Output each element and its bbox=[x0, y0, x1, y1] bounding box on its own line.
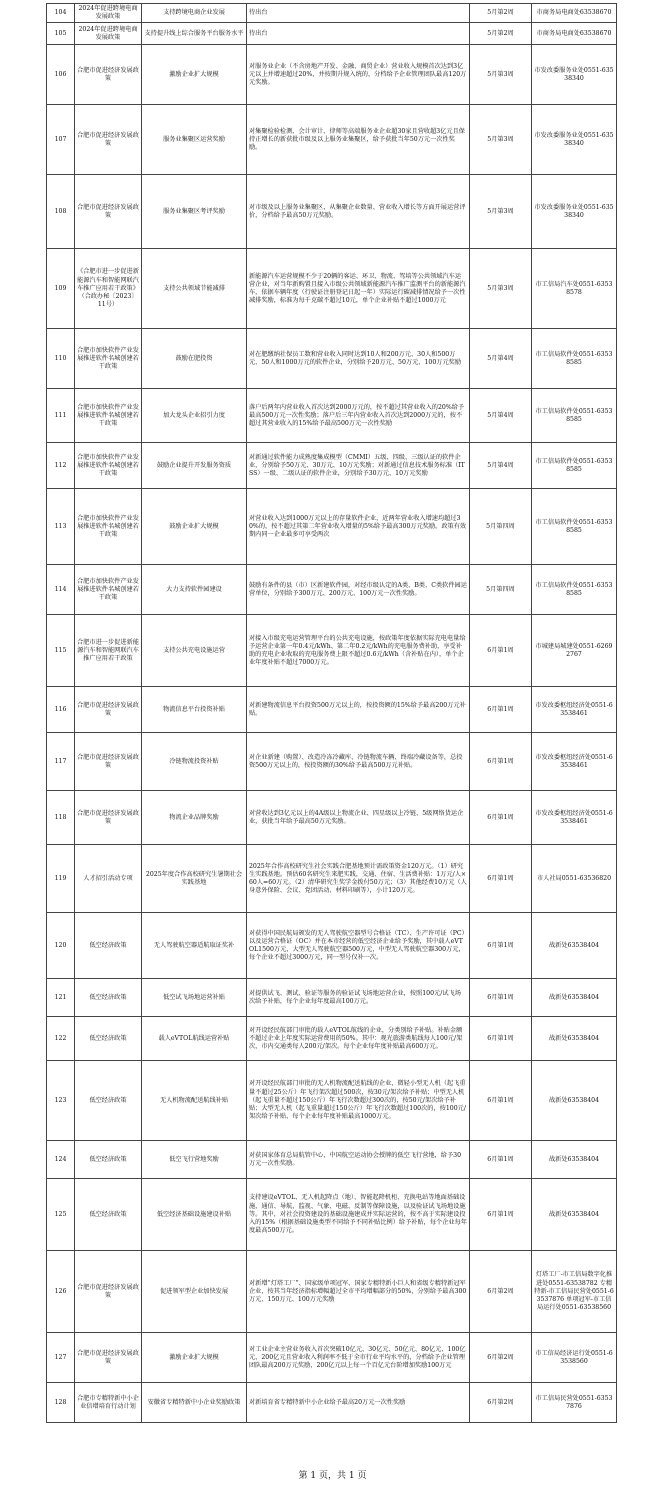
cell-contact: 战新处63538404 bbox=[532, 1017, 617, 1061]
cell-release-time: 5月第四周 bbox=[470, 489, 532, 565]
cell-number: 120 bbox=[47, 913, 75, 979]
cell-contact: 市发改委枢纽经济处0551-63538461 bbox=[532, 687, 617, 733]
table-row bbox=[47, 733, 617, 791]
cell-policy-content: 待出台 bbox=[247, 4, 470, 23]
cell-release-time: 5月第3周 bbox=[470, 249, 532, 329]
cell-policy-content: 落户后两年内营业收入首次达到2000万元的，按不超过其营业收入的20%给予最高500万元一次性奖励；落户后三年内营业收入首次达到2000万元的，按不超过其营业收入的15%给予最高500万元一次性奖励 bbox=[247, 389, 470, 443]
cell-contact: 市商务局电商处63538670 bbox=[532, 4, 617, 23]
cell-number: 108 bbox=[47, 175, 75, 249]
cell-support-item: 2025年度合作高校研究生暑期社会实践基地 bbox=[142, 845, 247, 913]
cell-release-time: 5月第3周 bbox=[470, 105, 532, 175]
cell-policy-content: 对在肥缴纳社保员工数和营业收入同时达到10人和200万元、30人和500万元、50人和1000万元的软件企业，分别给予20万元、50万元、100万元奖励 bbox=[247, 329, 470, 389]
cell-policy-content: 2025年合作高校研究生社会实践合肥基地预计需政策资金120万元。（1）研究生实践基地。预估60名研究生来肥实践，交通、住宿、生活费补贴：1万元/人×60人=60万元。（2）清华研究生奖学金拨付50万元；（3）其他经费10万元（人身意外保险、会议、党团活动、材料印刷等），小计120万元。 bbox=[247, 845, 470, 913]
cell-policy-name: 低空经济政策 bbox=[75, 1061, 142, 1141]
cell-policy-name: 合肥市促进经济发展政策 bbox=[75, 791, 142, 845]
cell-number: 127 bbox=[47, 1333, 75, 1383]
cell-contact: 市工信局民营处0551-63537876 bbox=[532, 1383, 617, 1423]
table-row bbox=[47, 489, 617, 565]
cell-contact: 市发改委服务业处0551-63538340 bbox=[532, 45, 617, 105]
cell-number: 128 bbox=[47, 1383, 75, 1423]
cell-release-time: 6月第1周 bbox=[470, 1017, 532, 1061]
cell-release-time: 5月第3周 bbox=[470, 45, 532, 105]
cell-number: 113 bbox=[47, 489, 75, 565]
cell-contact: 市工信局汽车处0551-63538578 bbox=[532, 249, 617, 329]
cell-policy-name: 《合肥市进一步促进新能源汽车和智能网联汽车推广应用若干政策》（合政办秘〔2023〕11号） bbox=[75, 249, 142, 329]
cell-policy-name: 合肥市加快软件产业发展推进软件名城创建若干政策 bbox=[75, 389, 142, 443]
cell-contact: 市发改委服务业处0551-63538340 bbox=[532, 105, 617, 175]
cell-policy-name: 合肥市加快软件产业发展推进软件名城创建若干政策 bbox=[75, 329, 142, 389]
cell-number: 125 bbox=[47, 1179, 75, 1251]
cell-policy-content: 对营收达到3亿元以上的4A级以上物流企业、四星级以上冷链、5级网络货运企业，获批当年给予最高50万元奖励。 bbox=[247, 791, 470, 845]
cell-policy-name: 合肥市促进经济发展政策 bbox=[75, 1251, 142, 1333]
cell-number: 116 bbox=[47, 687, 75, 733]
cell-number: 105 bbox=[47, 23, 75, 45]
table-row bbox=[47, 845, 617, 913]
cell-number: 106 bbox=[47, 45, 75, 105]
cell-number: 119 bbox=[47, 845, 75, 913]
cell-policy-name: 合肥市促进经济发展政策 bbox=[75, 1333, 142, 1383]
cell-release-time: 6月第2周 bbox=[470, 1383, 532, 1423]
cell-contact: 市商务局电商处63538670 bbox=[532, 23, 617, 45]
cell-contact: 战新处63538404 bbox=[532, 1061, 617, 1141]
cell-policy-content: 对企业新建（购置）、改造冷冻冷藏库、冷链物流车辆、终端冷藏设备等，总投资500万元以上的，按投资额的30%给予最高500万元补贴。 bbox=[247, 733, 470, 791]
cell-policy-name: 合肥市促进经济发展政策 bbox=[75, 175, 142, 249]
cell-policy-name: 合肥市加快软件产业发展推进软件名城创建若干政策 bbox=[75, 565, 142, 615]
cell-policy-content: 对获得中国民航局颁发的无人驾驶航空器型号合格证（TC）、生产许可证（PC）以及运营合格证（OC）并在本市经营的低空经济企业给予奖励，其中载人eVTOL1500万元，大型无人驾驶航空器500万元，中型无人驾驶航空器300万元，每个企业不超过3000万元，同一型号仅补一次。 bbox=[247, 913, 470, 979]
cell-policy-name: 合肥市加快软件产业发展推进软件名城创建若干政策 bbox=[75, 443, 142, 489]
table-row bbox=[47, 443, 617, 489]
cell-contact: 市人社局0551-63536820 bbox=[532, 845, 617, 913]
cell-policy-content: 对营业收入达到1000万元以上的存量软件企业，近两年营业收入增速均超过30%的，按不超过其第二年营业收入增量的5%给予最高300万元奖励。政策有效期内同一企业最多可享受两次 bbox=[247, 489, 470, 565]
cell-support-item: 支持公共充电设施运营 bbox=[142, 615, 247, 687]
table-row bbox=[47, 23, 617, 45]
cell-support-item: 无人机物流配送航线补贴 bbox=[142, 1061, 247, 1141]
cell-contact: 战新处63538404 bbox=[532, 979, 617, 1017]
table-row bbox=[47, 175, 617, 249]
cell-support-item: 冷链物流投资补贴 bbox=[142, 733, 247, 791]
cell-support-item: 鼓励企业提升开发服务资质 bbox=[142, 443, 247, 489]
cell-release-time: 5月第2周 bbox=[470, 23, 532, 45]
cell-policy-name: 合肥市促进经济发展政策 bbox=[75, 733, 142, 791]
cell-policy-name: 低空经济政策 bbox=[75, 1179, 142, 1251]
cell-policy-content: 对新培育省专精特新中小企业给予最高20万元一次性奖励 bbox=[247, 1383, 470, 1423]
cell-release-time: 6月第1周 bbox=[470, 979, 532, 1017]
cell-number: 114 bbox=[47, 565, 75, 615]
cell-support-item: 激励企业扩大规模 bbox=[142, 45, 247, 105]
cell-support-item: 无人驾驶航空器适航取证奖补 bbox=[142, 913, 247, 979]
cell-contact: 灯塔工厂-市工信局数字化推进处0551-63538782 专精特新-市工信局民营处0551-63537876 单项冠军-市工信局运行处0551-63538560 bbox=[532, 1251, 617, 1333]
table-row bbox=[47, 565, 617, 615]
cell-support-item: 载人eVTOL航线运营补贴 bbox=[142, 1017, 247, 1061]
cell-policy-name: 低空经济政策 bbox=[75, 913, 142, 979]
cell-support-item: 低空飞行营地奖励 bbox=[142, 1141, 247, 1179]
cell-policy-content: 对工业企业主营业务收入首次突破10亿元、30亿元、50亿元、80亿元、100亿元、200亿元且营业收入利润率不低于全市行业平均水平的，分档给予企业管理团队最高200万元奖励，200亿元以上每一个百亿元台阶增加奖励100万元 bbox=[247, 1333, 470, 1383]
cell-contact: 市城建局城建处0551-62692767 bbox=[532, 615, 617, 687]
cell-support-item: 促进领军型企业加快发展 bbox=[142, 1251, 247, 1333]
cell-number: 104 bbox=[47, 4, 75, 23]
cell-support-item: 鼓励在肥投资 bbox=[142, 329, 247, 389]
cell-number: 118 bbox=[47, 791, 75, 845]
cell-support-item: 鼓励企业扩大规模 bbox=[142, 489, 247, 565]
table-row bbox=[47, 791, 617, 845]
cell-policy-name: 合肥市专精特新中小企业倍增培育行动计划 bbox=[75, 1383, 142, 1423]
cell-number: 107 bbox=[47, 105, 75, 175]
cell-policy-name: 2024年促进跨境电商发展政策 bbox=[75, 23, 142, 45]
cell-policy-content: 对接入市级充电运营管理平台的公共充电设施，按政策年度依据实际充电电量给予运营企业第一年0.4元/kWh、第二年0.2元/kWh的充电服务费补助，享受补助的充电企业收取的充电服务费上限不超过0.6元/kWh（含补贴在内），单个企业年度补贴不超过7000万元。 bbox=[247, 615, 470, 687]
cell-support-item: 大力支持软件园建设 bbox=[142, 565, 247, 615]
cell-policy-name: 合肥市促进经济发展政策 bbox=[75, 45, 142, 105]
table-row bbox=[47, 1251, 617, 1333]
table-row bbox=[47, 913, 617, 979]
cell-release-time: 5月第4周 bbox=[470, 443, 532, 489]
cell-number: 110 bbox=[47, 329, 75, 389]
cell-support-item: 激励企业扩大规模 bbox=[142, 1333, 247, 1383]
cell-release-time: 6月第1周 bbox=[470, 615, 532, 687]
table-row bbox=[47, 979, 617, 1017]
page-footer: 第 1 页，共 1 页 bbox=[298, 1471, 367, 1481]
cell-support-item: 服务业集聚区考评奖励 bbox=[142, 175, 247, 249]
cell-contact: 市工信局经济运行处0551-63538560 bbox=[532, 1333, 617, 1383]
cell-release-time: 6月第2周 bbox=[470, 1251, 532, 1333]
cell-policy-content: 新能源汽车运营规模不少于20辆的客运、环卫、物流、驾培等公共领域汽车运营企业，对当年新购置且接入市级公共领域新能源汽车推广监测平台的新能源汽车，依据车辆年度（行驶证注册登记日起一年）实际运行碳减排情况给予一次性减排奖励，标准为每千克碳不超过10元，单个企业补贴不超过1000万元 bbox=[247, 249, 470, 329]
table-row bbox=[47, 249, 617, 329]
cell-support-item: 物流信息平台投资补贴 bbox=[142, 687, 247, 733]
table-row bbox=[47, 45, 617, 105]
cell-policy-name: 合肥市进一步促进新能源汽车和智能网联汽车推广应用若干政策 bbox=[75, 615, 142, 687]
table-row bbox=[47, 1383, 617, 1423]
cell-support-item: 安徽省专精特新中小企业奖励政策 bbox=[142, 1383, 247, 1423]
cell-contact: 市发改委枢纽经济处0551-63538461 bbox=[532, 733, 617, 791]
cell-contact: 市工信局软件处0551-63538585 bbox=[532, 443, 617, 489]
table-row bbox=[47, 1179, 617, 1251]
cell-number: 126 bbox=[47, 1251, 75, 1333]
cell-contact: 市工信局软件处0551-63538585 bbox=[532, 389, 617, 443]
cell-policy-name: 合肥市加快软件产业发展推进软件名城创建若干政策 bbox=[75, 489, 142, 565]
cell-contact: 战新处63538404 bbox=[532, 1179, 617, 1251]
cell-number: 122 bbox=[47, 1017, 75, 1061]
cell-policy-name: 2024年促进跨境电商发展政策 bbox=[75, 4, 142, 23]
cell-contact: 市发改委服务业处0551-63538340 bbox=[532, 175, 617, 249]
cell-policy-content: 对市级及以上服务业集聚区，从集聚企业数量、营业收入增长等方面开展运营评价，分档给予最高50万元奖励。 bbox=[247, 175, 470, 249]
cell-release-time: 6月第1周 bbox=[470, 1179, 532, 1251]
cell-policy-content: 对新通过软件能力成熟度集成模型（CMMI）五级、四级、三级认证的软件企业，分别给予50万元、30万元、10万元奖励；对新通过信息技术服务标准（ITSS）一级、二级认证的软件企业，分别给予30万元、10万元奖励 bbox=[247, 443, 470, 489]
cell-release-time: 5月第3周 bbox=[470, 175, 532, 249]
cell-release-time: 5月第2周 bbox=[470, 4, 532, 23]
cell-policy-content: 对新增“灯塔工厂”、国家级单项冠军、国家专精特新小巨人和省级专精特新冠军企业，按其当年经济指标增幅超过全市平均增幅部分的50%，分别给予最高300万元、150万元、100万元奖励 bbox=[247, 1251, 470, 1333]
cell-number: 109 bbox=[47, 249, 75, 329]
cell-number: 111 bbox=[47, 389, 75, 443]
cell-contact: 战新处63538404 bbox=[532, 913, 617, 979]
cell-support-item: 低空经济基础设施建设补贴 bbox=[142, 1179, 247, 1251]
cell-number: 112 bbox=[47, 443, 75, 489]
cell-support-item: 物流企业品牌奖励 bbox=[142, 791, 247, 845]
cell-release-time: 6月第1周 bbox=[470, 1061, 532, 1141]
cell-policy-content: 对开设经民航部门审批的无人机物流配送航线的企业，微轻小型无人机（起飞重量不超过25公斤）年飞行架次超过500次，按30元/架次给予补贴；中型无人机（起飞重量不超过150公斤）年飞行次数超过300次的，按50元/架次给予补贴；大型无人机（起飞重量超过150公斤）年飞行次数超过100次的，按100元/架次给予补贴，每个企业每年度补贴最高1000万元。 bbox=[247, 1061, 470, 1141]
cell-policy-name: 低空经济政策 bbox=[75, 1141, 142, 1179]
cell-policy-content: 对集聚检验检测、会计审计、律师等高端服务业企业超30家且营收超3亿元且保持正增长的新获批市级及以上服务业集聚区，给予获批当年50万元一次性奖励。 bbox=[247, 105, 470, 175]
cell-support-item: 服务业集聚区运营奖励 bbox=[142, 105, 247, 175]
cell-contact: 战新处63538404 bbox=[532, 1141, 617, 1179]
cell-support-item: 支持提升线上综合服务平台服务水平 bbox=[142, 23, 247, 45]
cell-release-time: 6月第1周 bbox=[470, 733, 532, 791]
cell-release-time: 6月第1周 bbox=[470, 845, 532, 913]
cell-policy-content: 支持建设eVTOL、无人机起降点（地）、智能起降机柜、充换电站等地面基础设施，通信、导航、监视、气象、电磁、反制等保障设施，以及验证试飞场地设施等。其中，对社会投资建设的基础设施建成并实际运营的，按不高于实际建设投入的15%（根据基础设施类型不同给予不同补贴比例）给予补贴，每个企业每年度最高500万元。 bbox=[247, 1179, 470, 1251]
table-row bbox=[47, 687, 617, 733]
cell-support-item: 支持公共领域节能减排 bbox=[142, 249, 247, 329]
cell-contact: 市工信局软件处0551-63538585 bbox=[532, 489, 617, 565]
cell-number: 123 bbox=[47, 1061, 75, 1141]
table-row bbox=[47, 389, 617, 443]
cell-policy-content: 待出台 bbox=[247, 23, 470, 45]
cell-release-time: 5月第四周 bbox=[470, 565, 532, 615]
cell-contact: 市工信局软件处0551-63538585 bbox=[532, 565, 617, 615]
cell-release-time: 5月第4周 bbox=[470, 389, 532, 443]
cell-policy-content: 对新建物流信息平台投资500万元以上的，按投资额的15%给予最高200万元补贴。 bbox=[247, 687, 470, 733]
cell-policy-name: 低空经济政策 bbox=[75, 1017, 142, 1061]
cell-policy-content: 对开设经民航部门审批的载人eVTOL航线的企业，分类别给予补贴。补贴金额不超过企业上年度实际运营费用的50%。其中：观光旅游类航线每人100元/架次，市内交通类每人200元/架次。每个企业每年度补贴最高600万元。 bbox=[247, 1017, 470, 1061]
table-row bbox=[47, 1017, 617, 1061]
table-row bbox=[47, 615, 617, 687]
cell-contact: 市工信局软件处0551-63538585 bbox=[532, 329, 617, 389]
cell-policy-content: 对提供试飞、测试、验证等服务的验证试飞场地运营企业，按照100元/试飞场次给予补贴，每个企业每年度最高100万元。 bbox=[247, 979, 470, 1017]
cell-policy-name: 合肥市促进经济发展政策 bbox=[75, 687, 142, 733]
cell-policy-name: 合肥市促进经济发展政策 bbox=[75, 105, 142, 175]
cell-release-time: 6月第1周 bbox=[470, 791, 532, 845]
cell-contact: 市发改委枢纽经济处0551-63538461 bbox=[532, 791, 617, 845]
policy-table bbox=[46, 3, 617, 1423]
cell-number: 117 bbox=[47, 733, 75, 791]
cell-number: 124 bbox=[47, 1141, 75, 1179]
cell-policy-content: 对服务业企业（不含房地产开发、金融、商贸企业）营业收入规模首次达到3亿元以上并增速超过20%，并按期升规入统的，分档给予企业管理团队最高120万元奖励。 bbox=[247, 45, 470, 105]
cell-support-item: 低空试飞场地运营补贴 bbox=[142, 979, 247, 1017]
cell-release-time: 6月第1周 bbox=[470, 913, 532, 979]
cell-release-time: 6月第2周 bbox=[470, 1333, 532, 1383]
table-row bbox=[47, 1141, 617, 1179]
cell-number: 121 bbox=[47, 979, 75, 1017]
cell-policy-content: 对获国家体育总局航管中心、中国航空运动协会授牌的低空飞行营地，给予30万元一次性奖励。 bbox=[247, 1141, 470, 1179]
cell-policy-name: 人才招引活动专项 bbox=[75, 845, 142, 913]
table-row bbox=[47, 329, 617, 389]
cell-policy-content: 鼓励有条件的县（市）区新建软件园，对经市级认定的A类、B类、C类软件园运营单位，分别给予300万元、200万元、100万元一次性奖励。 bbox=[247, 565, 470, 615]
cell-number: 115 bbox=[47, 615, 75, 687]
table-row bbox=[47, 105, 617, 175]
table-row bbox=[47, 1333, 617, 1383]
table-row bbox=[47, 4, 617, 23]
policy-table-body bbox=[47, 4, 617, 1423]
cell-support-item: 加大龙头企业招引力度 bbox=[142, 389, 247, 443]
table-row bbox=[47, 1061, 617, 1141]
cell-release-time: 6月第1周 bbox=[470, 687, 532, 733]
cell-release-time: 6月第1周 bbox=[470, 1141, 532, 1179]
cell-support-item: 支持跨境电商企业发展 bbox=[142, 4, 247, 23]
cell-policy-name: 低空经济政策 bbox=[75, 979, 142, 1017]
cell-release-time: 5月第4周 bbox=[470, 329, 532, 389]
